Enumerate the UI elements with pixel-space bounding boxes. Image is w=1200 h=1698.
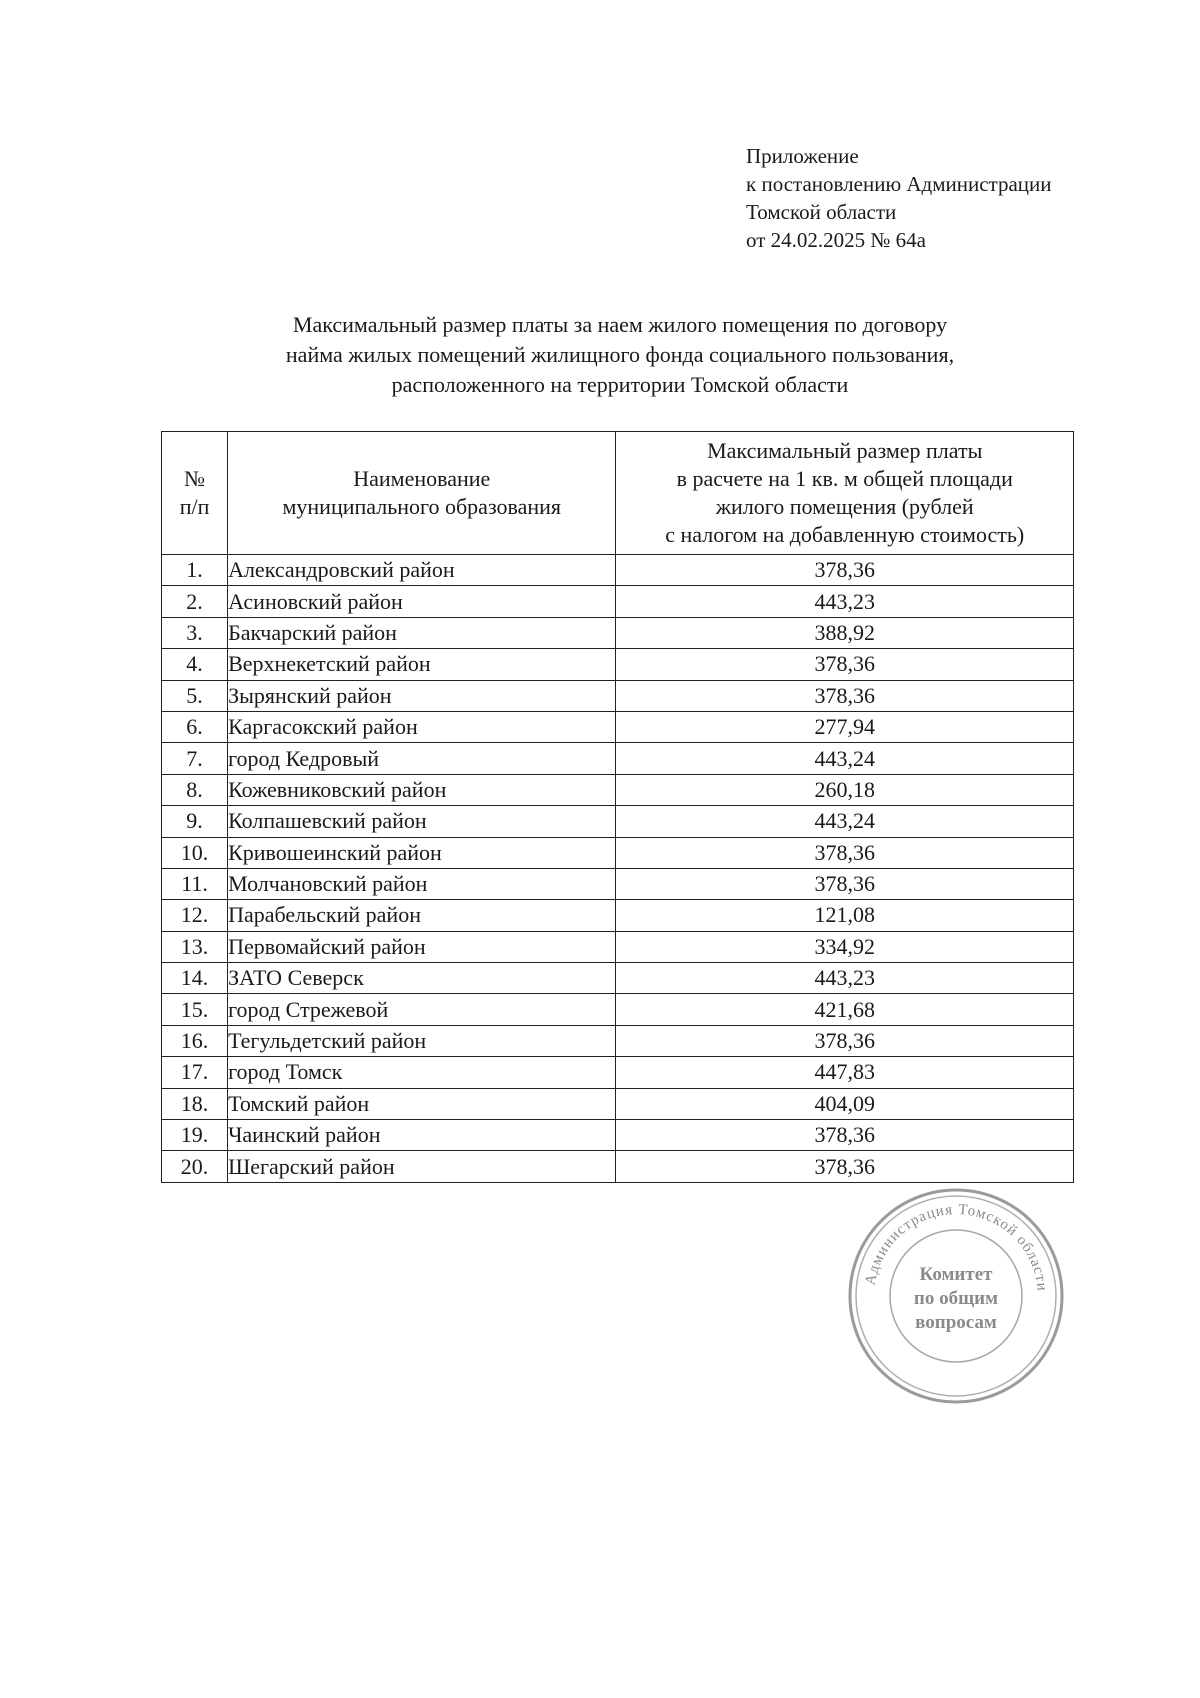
max-fee-value: 378,36 <box>616 1025 1074 1056</box>
appendix-line: Приложение <box>746 144 859 168</box>
header-number: № п/п <box>162 432 228 555</box>
max-fee-value: 378,36 <box>616 1120 1074 1151</box>
table-row <box>162 931 1074 962</box>
municipality-name: Чаинский район <box>228 1120 616 1151</box>
max-fee-value: 388,92 <box>616 617 1074 648</box>
max-fee-value: 378,36 <box>616 837 1074 868</box>
max-fee-value: 443,23 <box>616 586 1074 617</box>
max-fee-value: 378,36 <box>616 868 1074 899</box>
stamp-center-line: Комитет <box>919 1264 993 1285</box>
table-row <box>162 555 1074 586</box>
table-row <box>162 1120 1074 1151</box>
row-number: 14. <box>162 963 228 994</box>
max-fee-value: 378,36 <box>616 680 1074 711</box>
municipality-name: ЗАТО Северск <box>228 963 616 994</box>
municipality-name: Тегульдетский район <box>228 1025 616 1056</box>
table-row <box>162 900 1074 931</box>
row-number: 18. <box>162 1088 228 1119</box>
appendix-line: Томской области <box>746 200 897 224</box>
max-fee-value: 378,36 <box>616 555 1074 586</box>
appendix-block <box>746 142 1052 254</box>
row-number: 20. <box>162 1151 228 1182</box>
municipality-name: Александровский район <box>228 555 616 586</box>
row-number: 6. <box>162 711 228 742</box>
table-row <box>162 711 1074 742</box>
max-fee-value: 404,09 <box>616 1088 1074 1119</box>
municipality-name: Кривошеинский район <box>228 837 616 868</box>
row-number: 3. <box>162 617 228 648</box>
max-fee-value: 378,36 <box>616 649 1074 680</box>
municipality-name: Первомайский район <box>228 931 616 962</box>
municipality-name: Томский район <box>228 1088 616 1119</box>
municipality-name: Кожевниковский район <box>228 774 616 805</box>
table-row <box>162 617 1074 648</box>
row-number: 15. <box>162 994 228 1025</box>
row-number: 8. <box>162 774 228 805</box>
max-fee-value: 443,24 <box>616 806 1074 837</box>
stamp-ring-textpath: Администрация Томской области <box>862 1201 1050 1293</box>
max-fee-value: 260,18 <box>616 774 1074 805</box>
municipality-name: Бакчарский район <box>228 617 616 648</box>
max-fee-value: 443,23 <box>616 963 1074 994</box>
table-row <box>162 1025 1074 1056</box>
appendix-line: к постановлению Администрации <box>746 172 1052 196</box>
table-row <box>162 868 1074 899</box>
table-row <box>162 837 1074 868</box>
row-number: 11. <box>162 868 228 899</box>
table-row <box>162 1088 1074 1119</box>
title-line: найма жилых помещений жилищного фонда социального пользования, <box>285 342 955 367</box>
table-row <box>162 680 1074 711</box>
official-stamp <box>846 1186 1066 1406</box>
row-number: 19. <box>162 1120 228 1151</box>
table-row <box>162 649 1074 680</box>
row-number: 4. <box>162 649 228 680</box>
table-row <box>162 994 1074 1025</box>
row-number: 9. <box>162 806 228 837</box>
row-number: 1. <box>162 555 228 586</box>
appendix-date-number: от 24.02.2025 № 64а <box>746 228 927 252</box>
rates-table <box>161 431 1074 1183</box>
municipality-name: Верхнекетский район <box>228 649 616 680</box>
row-number: 5. <box>162 680 228 711</box>
municipality-name: Колпашевский район <box>228 806 616 837</box>
row-number: 10. <box>162 837 228 868</box>
max-fee-value: 443,24 <box>616 743 1074 774</box>
municipality-name: город Томск <box>228 1057 616 1088</box>
max-fee-value: 447,83 <box>616 1057 1074 1088</box>
table-row <box>162 774 1074 805</box>
title-line: расположенного на территории Томской области <box>391 372 849 397</box>
municipality-name: Парабельский район <box>228 900 616 931</box>
municipality-name: Молчановский район <box>228 868 616 899</box>
row-number: 17. <box>162 1057 228 1088</box>
max-fee-value: 334,92 <box>616 931 1074 962</box>
municipality-name: Каргасокский район <box>228 711 616 742</box>
municipality-name: город Стрежевой <box>228 994 616 1025</box>
stamp-center-line: по общим <box>913 1288 999 1309</box>
row-number: 16. <box>162 1025 228 1056</box>
municipality-name: Асиновский район <box>228 586 616 617</box>
max-fee-value: 421,68 <box>616 994 1074 1025</box>
table-row <box>162 963 1074 994</box>
table-row <box>162 586 1074 617</box>
table-row <box>162 743 1074 774</box>
table-row <box>162 1057 1074 1088</box>
table-row <box>162 1151 1074 1182</box>
header-max-fee: Максимальный размер платы в расчете на 1 кв. м общей площади жилого помещения (рублей с налогом на добавленную стоимость) <box>616 432 1074 555</box>
title-line: Максимальный размер платы за наем жилого помещения по договору <box>292 312 948 337</box>
table-header-row <box>162 432 1074 555</box>
row-number: 12. <box>162 900 228 931</box>
table-row <box>162 806 1074 837</box>
municipality-name: Шегарский район <box>228 1151 616 1182</box>
municipality-name: Зырянский район <box>228 680 616 711</box>
max-fee-value: 121,08 <box>616 900 1074 931</box>
document-title <box>160 310 1080 400</box>
row-number: 7. <box>162 743 228 774</box>
stamp-center-line: вопросам <box>915 1312 997 1333</box>
header-municipality: Наименование муниципального образования <box>228 432 616 555</box>
max-fee-value: 277,94 <box>616 711 1074 742</box>
max-fee-value: 378,36 <box>616 1151 1074 1182</box>
row-number: 2. <box>162 586 228 617</box>
municipality-name: город Кедровый <box>228 743 616 774</box>
row-number: 13. <box>162 931 228 962</box>
